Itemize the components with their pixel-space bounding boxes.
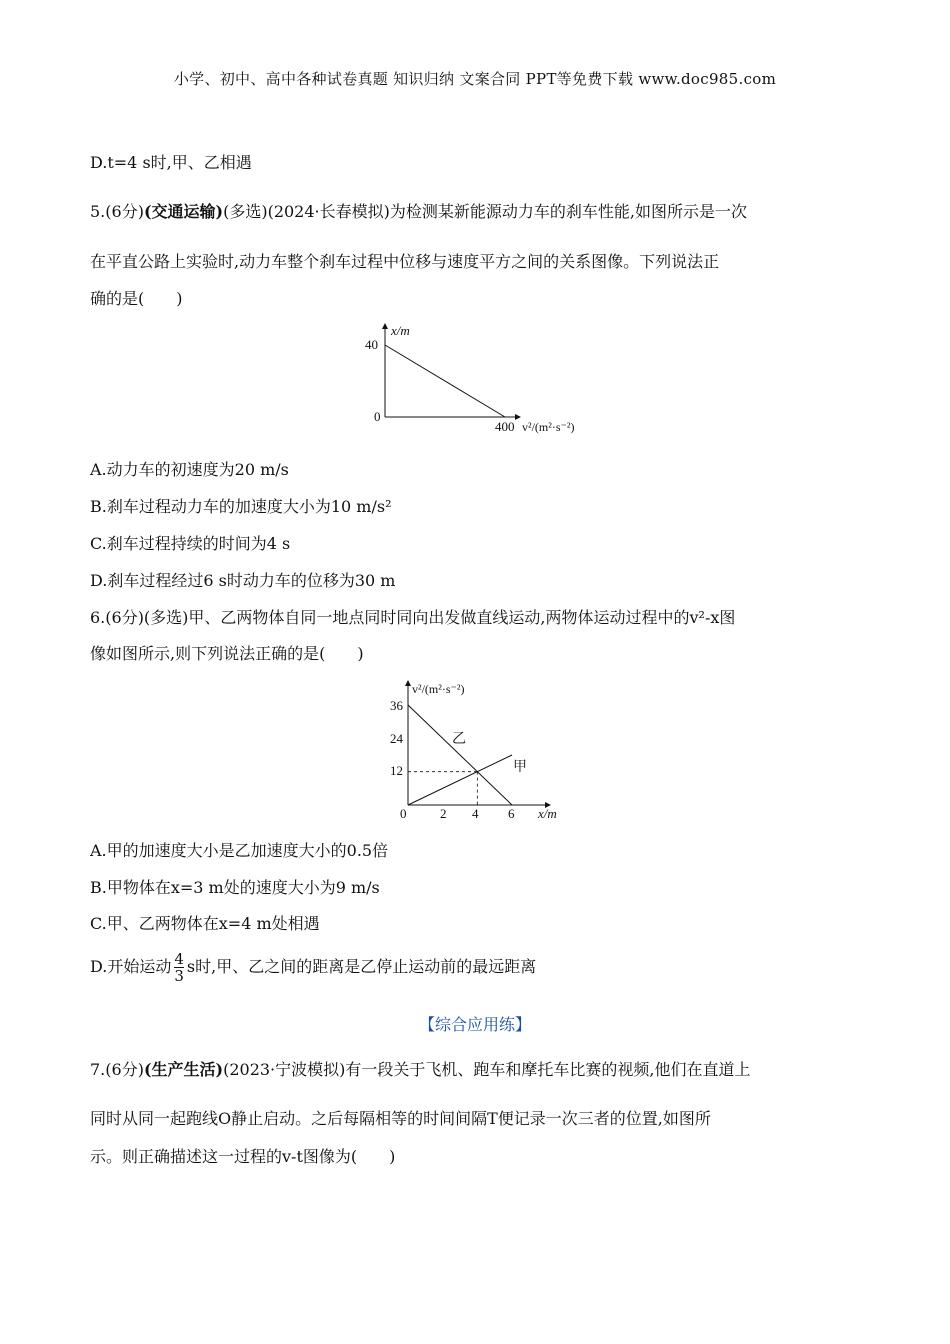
q7-stem-line3: 示。则正确描述这一过程的v-t图像为( ) (90, 1147, 396, 1166)
q6-y-tick-24: 24 (390, 731, 403, 746)
q6-option-d-prefix: D.开始运动 (90, 957, 172, 976)
q7-stem-line1 (90, 1059, 750, 1081)
q5-option-a: A.动力车的初速度为20 m/s (90, 460, 289, 479)
q6-stem-line1: 6.(6分)(多选)甲、乙两物体自同一地点同时同向出发做直线运动,两物体运动过程中的v²-x图 (90, 608, 736, 627)
q6-line-jia (408, 755, 512, 805)
q6-x-tick-6: 6 (508, 806, 515, 821)
q5-stem-line3: 确的是( ) (90, 289, 183, 308)
q5-stem-line1 (90, 201, 747, 223)
q7-stem-rest: (2023·宁波模拟)有一段关于飞机、跑车和摩托车比赛的视频,他们在直道上 (223, 1060, 751, 1079)
q6-x-tick-2: 2 (440, 806, 447, 821)
q5-y-tick-40: 40 (365, 337, 378, 352)
q6-y-tick-12: 12 (390, 763, 403, 778)
q6-line-yi (408, 705, 512, 805)
q5-origin-label: 0 (374, 409, 381, 424)
q6-option-d (90, 947, 536, 987)
q5-option-b: B.刹车过程动力车的加速度大小为10 m/s² (90, 497, 392, 516)
q5-option-d: D.刹车过程经过6 s时动力车的位移为30 m (90, 571, 396, 590)
q5-number: 5.(6分) (90, 202, 144, 221)
section-title: 【综合应用练】 (418, 1015, 531, 1034)
q5-y-label: x/m (391, 323, 410, 338)
q6-origin-label: 0 (400, 806, 407, 821)
q5-option-c: C.刹车过程持续的时间为4 s (90, 534, 291, 553)
q6-y-label: v²/(m²·s⁻²) (412, 682, 465, 696)
q5-tag: (交通运输) (143, 202, 224, 221)
q6-option-d-suffix: s时,甲、乙之间的距离是乙停止运动前的最远距离 (186, 957, 537, 976)
q7-stem-line2: 同时从同一起跑线O静止启动。之后每隔相等的时间间隔T便记录一次三者的位置,如图所 (90, 1109, 711, 1128)
q6-option-d-fraction (174, 951, 184, 984)
fraction-numerator: 4 (174, 950, 184, 968)
q7-number: 7.(6分) (90, 1060, 144, 1079)
q6-label-jia: 甲 (513, 760, 527, 775)
q6-option-a: A.甲的加速度大小是乙加速度大小的0.5倍 (90, 841, 389, 860)
q4-option-d: D.t=4 s时,甲、乙相遇 (90, 153, 252, 172)
q6-x-tick-4: 4 (472, 806, 479, 821)
q6-x-label: x/m (538, 806, 557, 821)
q5-stem-line2: 在平直公路上实验时,动力车整个刹车过程中位移与速度平方之间的关系图像。下列说法正 (90, 252, 720, 271)
fraction-denominator: 3 (174, 967, 184, 985)
q5-data-line (385, 345, 505, 417)
q5-stem-rest: (多选)(2024·长春模拟)为检测某新能源动力车的刹车性能,如图所示是一次 (223, 202, 747, 221)
q6-y-tick-36: 36 (390, 698, 403, 713)
q6-label-yi: 乙 (452, 732, 466, 747)
q7-tag: (生产生活) (143, 1060, 224, 1079)
q6-chart (378, 677, 578, 827)
q6-stem-line2: 像如图所示,则下列说法正确的是( ) (90, 644, 364, 663)
q5-x-label: v²/(m²·s⁻²) (522, 420, 575, 434)
q5-chart (360, 320, 600, 440)
page-header: 小学、初中、高中各种试卷真题 知识归纳 文案合同 PPT等免费下载 www.doc985.com (173, 70, 777, 88)
q6-option-c: C.甲、乙两物体在x=4 m处相遇 (90, 914, 320, 933)
q6-option-b: B.甲物体在x=3 m处的速度大小为9 m/s (90, 878, 380, 897)
q5-x-tick-400: 400 (495, 419, 515, 434)
